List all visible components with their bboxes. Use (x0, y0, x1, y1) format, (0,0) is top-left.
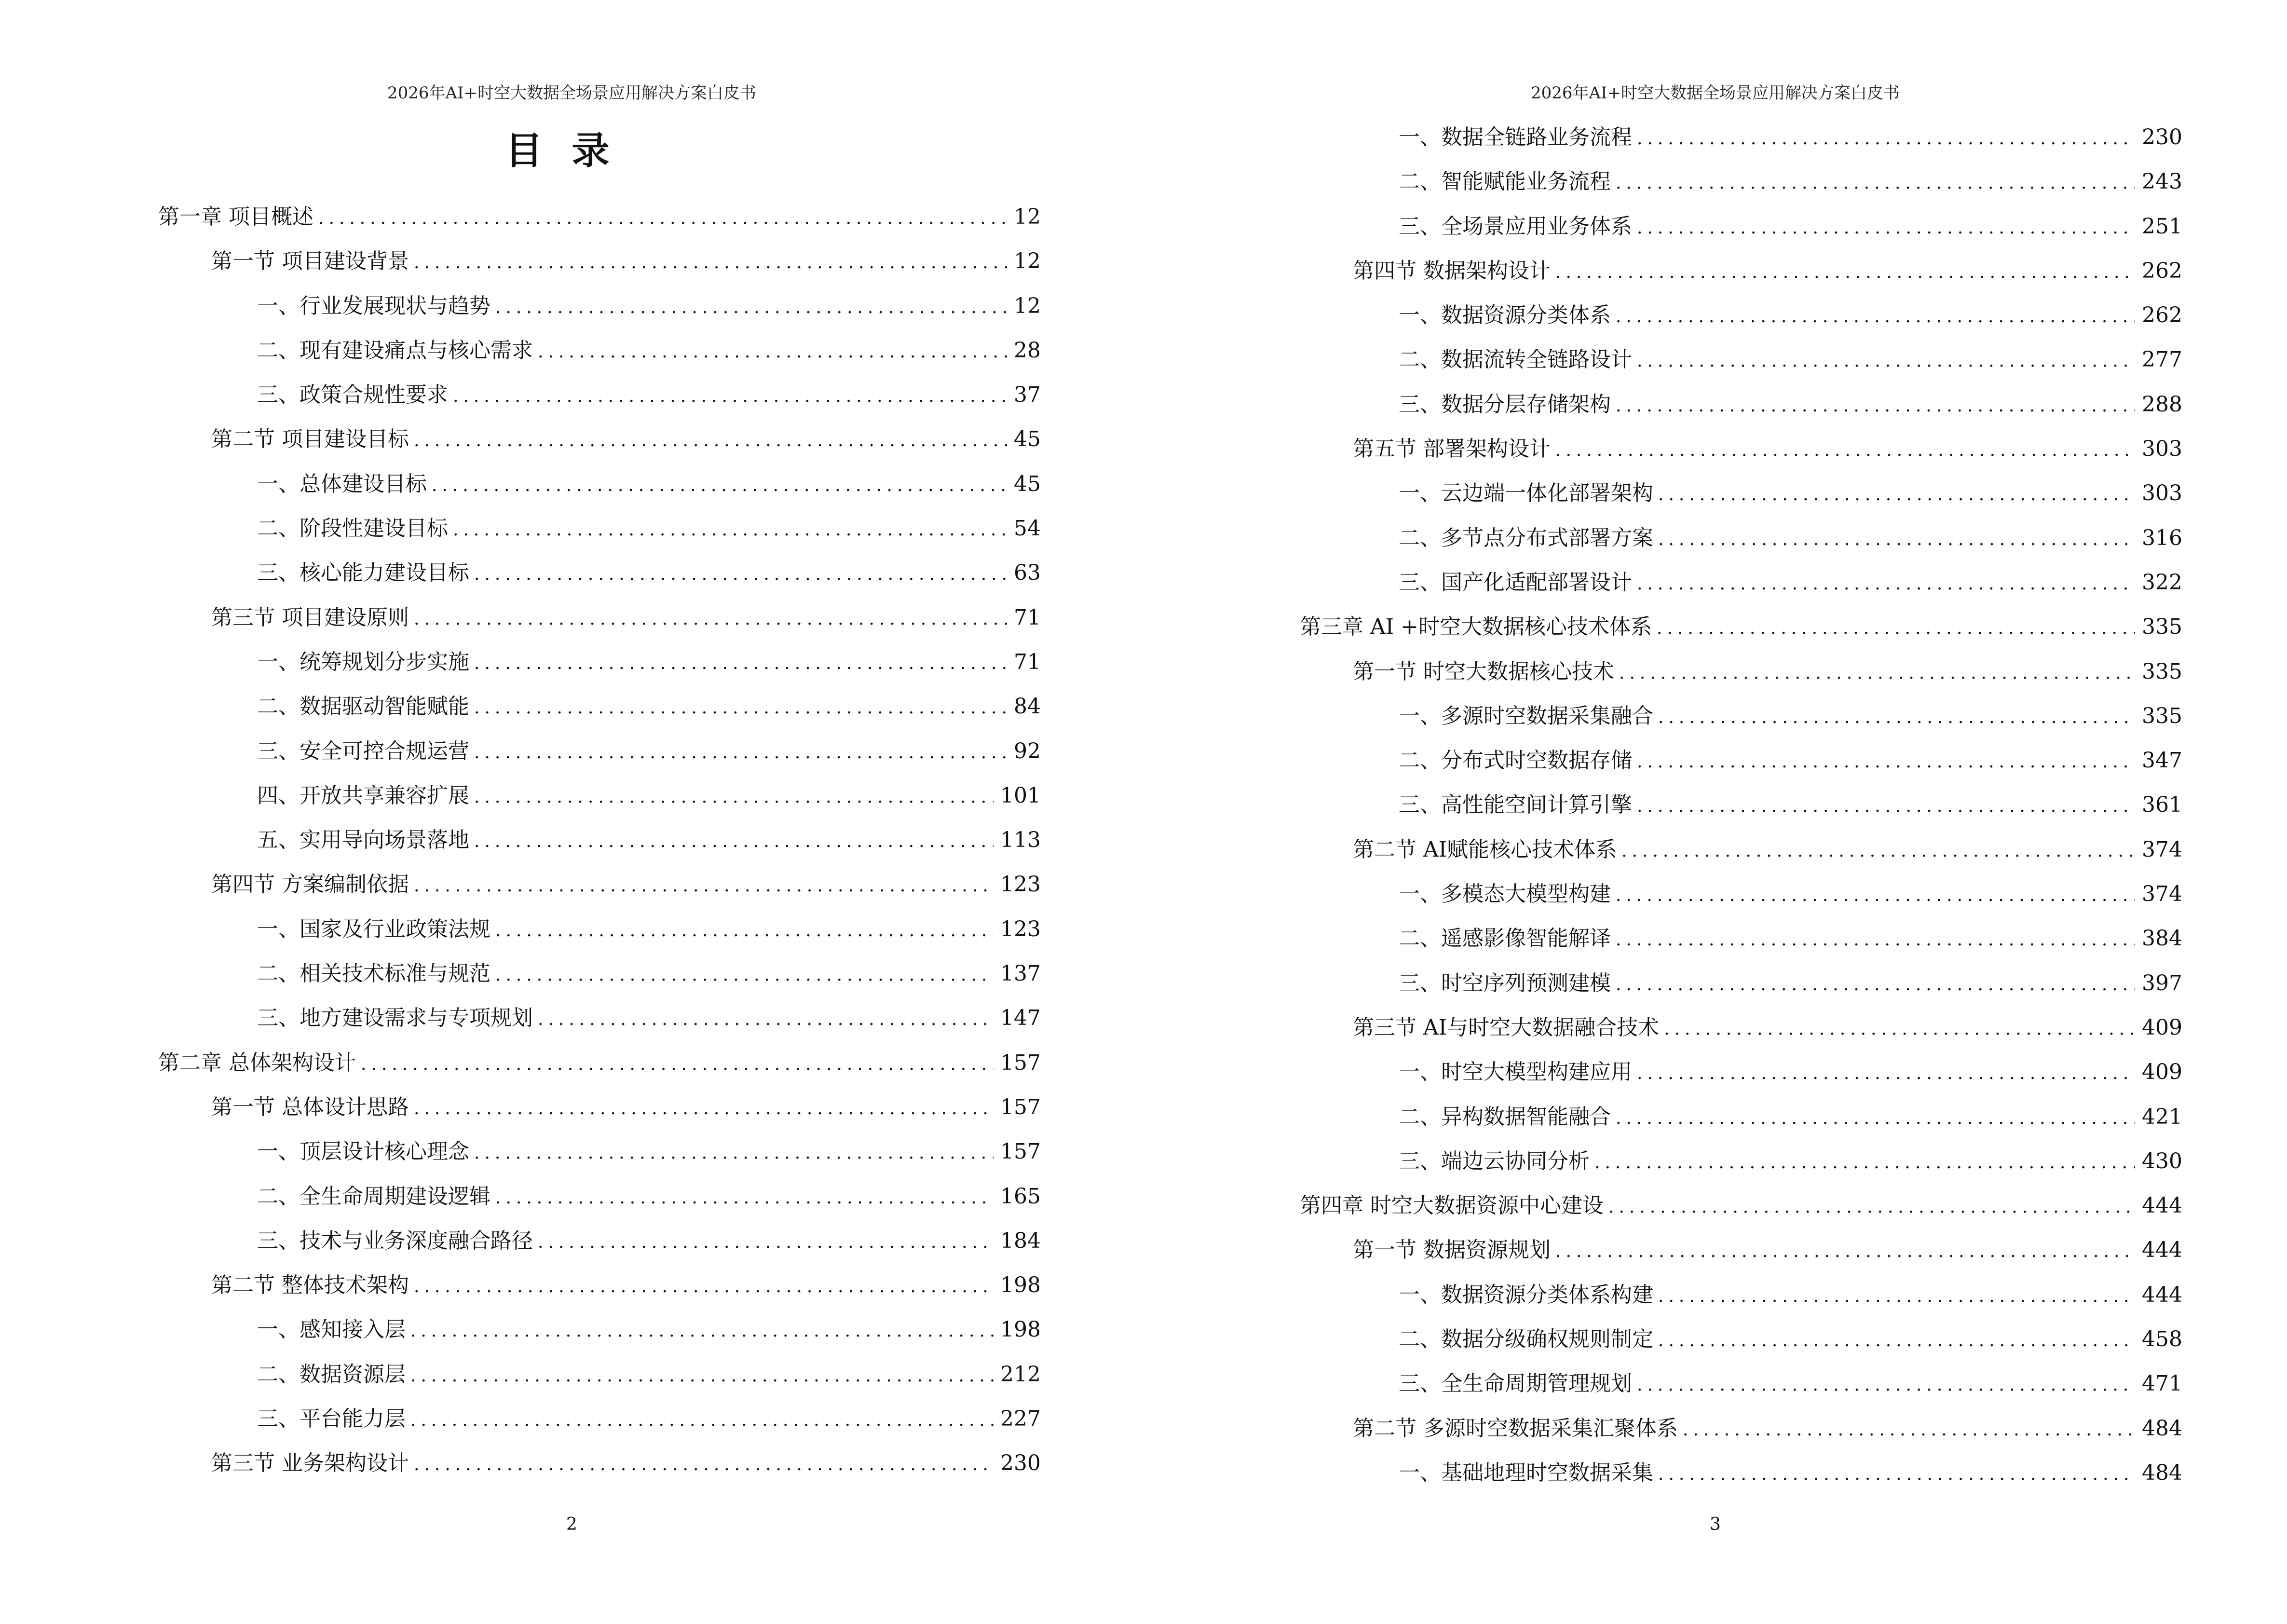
toc-chapter-entry[interactable] (1300, 1184, 2182, 1228)
toc-entry-page-number: 37 (1014, 382, 1041, 408)
toc-entry-label: 一、感知接入层 (257, 1317, 406, 1342)
toc-entry-page-number: 28 (1014, 338, 1041, 363)
toc-entry-page-number: 374 (2142, 882, 2182, 907)
toc-entry-label: 三、端边云协同分析 (1399, 1148, 1590, 1174)
toc-entry-label: 三、安全可控合规运营 (257, 738, 469, 764)
toc-entry-label: 一、数据资源分类体系构建 (1399, 1282, 1653, 1307)
toc-entry-label: 五、实用导向场景落地 (257, 828, 469, 853)
toc-entry-label: 三、时空序列预测建模 (1399, 970, 1611, 996)
toc-entry-page-number: 184 (1000, 1228, 1041, 1253)
toc-entry-label: 二、阶段性建设目标 (257, 516, 448, 541)
toc-section-entry[interactable] (158, 1441, 1041, 1486)
dot-leader (1658, 473, 2135, 517)
toc-entry-label: 一、顶层设计核心理念 (257, 1139, 469, 1164)
toc-entry-page-number: 444 (2142, 1193, 2182, 1218)
dot-leader (538, 1220, 994, 1265)
toc-entry-label: 第四节 数据架构设计 (1353, 258, 1551, 283)
toc-entry-label: 第三章 AI +时空大数据核心技术体系 (1300, 614, 1652, 640)
toc-subsection-entry[interactable] (158, 462, 1041, 506)
toc-subsection-entry[interactable] (158, 818, 1041, 862)
toc-entry-label: 二、遥感影像智能解译 (1399, 926, 1611, 951)
dot-leader (1616, 918, 2135, 962)
dot-leader (410, 1309, 994, 1353)
dot-leader (414, 597, 1007, 641)
dot-leader (1619, 651, 2135, 696)
toc-chapter-entry[interactable] (158, 195, 1041, 239)
toc-entry-page-number: 322 (2142, 570, 2182, 595)
toc-entry-page-number: 230 (2142, 125, 2182, 150)
dot-leader (1555, 250, 2135, 295)
dot-leader (414, 864, 994, 908)
toc-entry-label: 一、国家及行业政策法规 (257, 916, 490, 942)
toc-entry-label: 一、数据全链路业务流程 (1399, 125, 1632, 150)
toc-entry-label: 二、相关技术标准与规范 (257, 961, 490, 986)
page-number: 2 (566, 1515, 577, 1534)
toc-section-entry[interactable] (1300, 828, 2182, 872)
dot-leader (1637, 1363, 2135, 1407)
toc-subsection-entry[interactable] (1300, 1050, 2182, 1094)
toc-entry-page-number: 444 (2142, 1238, 2182, 1263)
toc-subsection-entry[interactable] (1300, 916, 2182, 961)
toc-entry-label: 一、云边端一体化部署架构 (1399, 481, 1653, 506)
toc-chapter-entry[interactable] (158, 1041, 1041, 1085)
dot-leader (432, 464, 1007, 508)
toc-subsection-entry[interactable] (158, 729, 1041, 774)
dot-leader (410, 1398, 994, 1443)
toc-entry-label: 第一节 总体设计思路 (211, 1094, 409, 1119)
toc-entry-label: 二、数据分级确权规则制定 (1399, 1327, 1653, 1352)
toc-entry-label: 二、数据流转全链路设计 (1399, 347, 1632, 372)
dot-leader (1621, 829, 2135, 873)
toc-entry-label: 三、高性能空间计算引擎 (1399, 792, 1632, 818)
toc-entry-label: 三、政策合规性要求 (257, 382, 448, 408)
toc-subsection-entry[interactable] (1300, 471, 2182, 516)
toc-entry-page-number: 484 (2142, 1416, 2182, 1441)
toc-entry-label: 第二节 多源时空数据采集汇聚体系 (1353, 1416, 1678, 1441)
toc-entry-page-number: 262 (2142, 303, 2182, 328)
toc-entry-page-number: 123 (1000, 916, 1041, 942)
dot-leader (1616, 161, 2135, 205)
dot-leader (1637, 1051, 2135, 1096)
dot-leader (474, 819, 994, 864)
dot-leader (1616, 873, 2135, 918)
toc-subsection-entry[interactable] (158, 774, 1041, 818)
toc-list (158, 195, 1041, 1486)
toc-entry-page-number: 45 (1014, 427, 1041, 452)
dot-leader (474, 686, 1007, 730)
toc-entry-page-number: 63 (1014, 560, 1041, 586)
toc-entry-label: 第二节 AI赋能核心技术体系 (1353, 837, 1617, 862)
dot-leader (1637, 562, 2135, 606)
toc-entry-label: 一、多模态大模型构建 (1399, 882, 1611, 907)
toc-entry-page-number: 198 (1000, 1317, 1041, 1342)
dot-leader (1683, 1408, 2135, 1452)
toc-subsection-entry[interactable] (158, 373, 1041, 417)
toc-entry-label: 第三节 AI与时空大数据融合技术 (1353, 1015, 1660, 1040)
dot-leader (538, 997, 994, 1042)
dot-leader (1658, 696, 2135, 740)
toc-subsection-entry[interactable] (1300, 1139, 2182, 1184)
toc-entry-page-number: 198 (1000, 1273, 1041, 1298)
toc-entry-label: 第一节 时空大数据核心技术 (1353, 659, 1614, 684)
toc-entry-page-number: 374 (2142, 837, 2182, 862)
dot-leader (474, 775, 994, 819)
toc-title: 目录 (505, 129, 639, 173)
toc-entry-page-number: 12 (1014, 205, 1041, 229)
toc-entry-page-number: 262 (2142, 258, 2182, 283)
toc-entry-page-number: 277 (2142, 347, 2182, 372)
dot-leader (318, 196, 1007, 241)
toc-entry-label: 三、平台能力层 (257, 1406, 406, 1432)
page-number: 3 (1710, 1515, 1721, 1534)
toc-subsection-entry[interactable] (158, 1397, 1041, 1441)
dot-leader (474, 641, 1007, 686)
toc-entry-page-number: 212 (1000, 1362, 1041, 1387)
dot-leader (495, 1176, 994, 1220)
toc-entry-page-number: 421 (2142, 1104, 2182, 1129)
toc-entry-page-number: 444 (2142, 1282, 2182, 1307)
dot-leader (495, 909, 994, 953)
toc-entry-label: 三、技术与业务深度融合路径 (257, 1228, 533, 1253)
toc-subsection-entry[interactable] (158, 1308, 1041, 1352)
toc-entry-label: 三、数据分层存储架构 (1399, 392, 1611, 417)
dot-leader (495, 286, 1007, 330)
toc-entry-page-number: 12 (1014, 293, 1041, 318)
toc-subsection-entry[interactable] (158, 1130, 1041, 1174)
toc-entry-page-number: 54 (1014, 516, 1041, 541)
toc-subsection-entry[interactable] (1300, 205, 2182, 249)
toc-section-entry[interactable] (158, 862, 1041, 907)
toc-entry-page-number: 113 (1000, 828, 1041, 853)
toc-entry-label: 第四章 时空大数据资源中心建设 (1300, 1193, 1604, 1218)
toc-section-entry[interactable] (158, 596, 1041, 640)
dot-leader (1637, 784, 2135, 829)
toc-entry-page-number: 101 (1000, 783, 1041, 808)
toc-entry-page-number: 303 (2142, 437, 2182, 462)
toc-entry-page-number: 288 (2142, 392, 2182, 417)
toc-entry-label: 二、现有建设痛点与核心需求 (257, 338, 533, 363)
dot-leader (1658, 1274, 2135, 1319)
toc-entry-label: 一、行业发展现状与趋势 (257, 293, 490, 318)
dot-leader (361, 1042, 994, 1087)
toc-section-entry[interactable] (1300, 1006, 2182, 1050)
toc-entry-page-number: 484 (2142, 1460, 2182, 1485)
toc-entry-page-number: 458 (2142, 1327, 2182, 1352)
toc-subsection-entry[interactable] (158, 640, 1041, 684)
dot-leader (538, 330, 1007, 374)
toc-subsection-entry[interactable] (1300, 783, 2182, 827)
toc-subsection-entry[interactable] (1300, 1451, 2182, 1495)
toc-chapter-entry[interactable] (1300, 605, 2182, 649)
toc-entry-label: 一、统筹规划分步实施 (257, 649, 469, 674)
toc-entry-label: 三、全场景应用业务体系 (1399, 214, 1632, 239)
dot-leader (1616, 384, 2135, 428)
toc-entry-label: 第二节 整体技术架构 (211, 1273, 409, 1298)
toc-subsection-entry[interactable] (1300, 738, 2182, 783)
toc-subsection-entry[interactable] (1300, 115, 2182, 160)
toc-subsection-entry[interactable] (1300, 293, 2182, 338)
dot-leader (495, 953, 994, 997)
toc-entry-label: 二、分布式时空数据存储 (1399, 748, 1632, 773)
toc-entry-label: 第二章 总体架构设计 (158, 1050, 356, 1075)
toc-entry-page-number: 335 (2142, 703, 2182, 728)
toc-entry-page-number: 157 (1000, 1050, 1041, 1075)
toc-entry-label: 二、数据驱动智能赋能 (257, 694, 469, 719)
toc-entry-page-number: 409 (2142, 1060, 2182, 1085)
toc-entry-label: 第一节 数据资源规划 (1353, 1238, 1551, 1263)
toc-entry-page-number: 71 (1014, 649, 1041, 674)
toc-section-entry[interactable] (1300, 650, 2182, 694)
dot-leader (414, 1443, 994, 1487)
toc-entry-label: 第二节 项目建设目标 (211, 427, 409, 452)
toc-entry-page-number: 361 (2142, 792, 2182, 818)
dot-leader (1555, 428, 2135, 473)
toc-entry-label: 三、全生命周期管理规划 (1399, 1371, 1632, 1396)
toc-entry-page-number: 12 (1014, 249, 1041, 274)
toc-subsection-entry[interactable] (1300, 872, 2182, 916)
toc-entry-page-number: 335 (2142, 614, 2182, 640)
toc-subsection-entry[interactable] (1300, 1362, 2182, 1406)
toc-subsection-entry[interactable] (158, 328, 1041, 373)
toc-entry-page-number: 409 (2142, 1015, 2182, 1040)
toc-subsection-entry[interactable] (158, 1219, 1041, 1263)
toc-entry-label: 第三节 业务架构设计 (211, 1451, 409, 1476)
running-header: 2026年AI+时空大数据全场景应用解决方案白皮书 (387, 83, 756, 103)
toc-entry-page-number: 45 (1014, 471, 1041, 496)
toc-entry-label: 二、智能赋能业务流程 (1399, 169, 1611, 194)
toc-entry-page-number: 92 (1014, 738, 1041, 764)
toc-subsection-entry[interactable] (1300, 516, 2182, 560)
toc-section-entry[interactable] (158, 239, 1041, 284)
toc-subsection-entry[interactable] (158, 1174, 1041, 1219)
toc-entry-page-number: 397 (2142, 970, 2182, 996)
toc-subsection-entry[interactable] (158, 684, 1041, 729)
toc-section-entry[interactable] (158, 417, 1041, 462)
right-page (1144, 0, 2287, 1624)
toc-section-entry[interactable] (1300, 1406, 2182, 1451)
dot-leader (1664, 1007, 2135, 1051)
toc-entry-page-number: 471 (2142, 1371, 2182, 1396)
toc-list (1300, 115, 2182, 1495)
dot-leader (414, 419, 1007, 463)
dot-leader (1555, 1229, 2135, 1274)
toc-entry-page-number: 347 (2142, 748, 2182, 773)
dot-leader (1658, 1319, 2135, 1363)
toc-entry-label: 三、地方建设需求与专项规划 (257, 1006, 533, 1031)
dot-leader (1616, 295, 2135, 339)
toc-entry-page-number: 227 (1000, 1406, 1041, 1432)
toc-subsection-entry[interactable] (1300, 160, 2182, 204)
toc-subsection-entry[interactable] (158, 996, 1041, 1040)
toc-section-entry[interactable] (1300, 1228, 2182, 1272)
toc-section-entry[interactable] (1300, 249, 2182, 293)
dot-leader (474, 552, 1007, 597)
dot-leader (453, 508, 1007, 552)
toc-entry-label: 一、数据资源分类体系 (1399, 303, 1611, 328)
toc-entry-page-number: 137 (1000, 961, 1041, 986)
toc-section-entry[interactable] (158, 1263, 1041, 1308)
toc-entry-label: 第一章 项目概述 (158, 205, 313, 229)
toc-entry-page-number: 71 (1014, 605, 1041, 630)
toc-entry-page-number: 123 (1000, 872, 1041, 897)
toc-entry-label: 二、数据资源层 (257, 1362, 406, 1387)
toc-entry-label: 一、多源时空数据采集融合 (1399, 703, 1653, 728)
dot-leader (1637, 206, 2135, 250)
dot-leader (474, 731, 1007, 775)
dot-leader (1637, 117, 2135, 161)
running-header: 2026年AI+时空大数据全场景应用解决方案白皮书 (1531, 83, 1900, 103)
dot-leader (414, 1265, 994, 1309)
dot-leader (1657, 606, 2135, 651)
toc-subsection-entry[interactable] (1300, 1317, 2182, 1362)
toc-entry-label: 一、总体建设目标 (257, 471, 427, 496)
dot-leader (414, 1087, 994, 1131)
toc-entry-page-number: 430 (2142, 1148, 2182, 1174)
dot-leader (1616, 963, 2135, 1007)
toc-subsection-entry[interactable] (158, 1352, 1041, 1397)
toc-entry-label: 二、全生命周期建设逻辑 (257, 1184, 490, 1209)
toc-entry-page-number: 243 (2142, 169, 2182, 194)
toc-subsection-entry[interactable] (1300, 1095, 2182, 1139)
toc-subsection-entry[interactable] (1300, 382, 2182, 427)
toc-entry-page-number: 316 (2142, 525, 2182, 550)
toc-entry-page-number: 303 (2142, 481, 2182, 506)
toc-entry-page-number: 157 (1000, 1139, 1041, 1164)
toc-entry-label: 二、异构数据智能融合 (1399, 1104, 1611, 1129)
toc-entry-label: 三、国产化适配部署设计 (1399, 570, 1632, 595)
toc-subsection-entry[interactable] (158, 551, 1041, 595)
toc-subsection-entry[interactable] (1300, 560, 2182, 605)
toc-entry-page-number: 384 (2142, 926, 2182, 951)
dot-leader (453, 374, 1007, 419)
toc-entry-label: 一、基础地理时空数据采集 (1399, 1460, 1653, 1485)
toc-entry-label: 第一节 项目建设背景 (211, 249, 409, 274)
toc-subsection-entry[interactable] (1300, 1273, 2182, 1317)
dot-leader (1637, 740, 2135, 784)
dot-leader (474, 1131, 994, 1175)
dot-leader (1608, 1185, 2135, 1229)
dot-leader (414, 241, 1007, 285)
toc-entry-page-number: 230 (1000, 1451, 1041, 1476)
toc-entry-page-number: 165 (1000, 1184, 1041, 1209)
toc-entry-page-number: 335 (2142, 659, 2182, 684)
toc-subsection-entry[interactable] (1300, 338, 2182, 382)
toc-entry-page-number: 157 (1000, 1094, 1041, 1119)
toc-subsection-entry[interactable] (1300, 694, 2182, 738)
toc-entry-label: 第四节 方案编制依据 (211, 872, 409, 897)
toc-section-entry[interactable] (1300, 427, 2182, 471)
dot-leader (1658, 518, 2135, 562)
toc-subsection-entry[interactable] (158, 284, 1041, 328)
toc-entry-label: 一、时空大模型构建应用 (1399, 1060, 1632, 1085)
toc-subsection-entry[interactable] (1300, 961, 2182, 1006)
toc-entry-label: 四、开放共享兼容扩展 (257, 783, 469, 808)
toc-subsection-entry[interactable] (158, 506, 1041, 551)
dot-leader (1594, 1141, 2135, 1185)
toc-entry-page-number: 251 (2142, 214, 2182, 239)
toc-entry-page-number: 147 (1000, 1006, 1041, 1031)
toc-entry-label: 第三节 项目建设原则 (211, 605, 409, 630)
toc-subsection-entry[interactable] (158, 952, 1041, 996)
toc-entry-label: 第五节 部署架构设计 (1353, 437, 1551, 462)
toc-entry-label: 二、多节点分布式部署方案 (1399, 525, 1653, 550)
toc-section-entry[interactable] (158, 1085, 1041, 1130)
dot-leader (1637, 339, 2135, 383)
toc-entry-page-number: 84 (1014, 694, 1041, 719)
dot-leader (410, 1354, 994, 1398)
toc-subsection-entry[interactable] (158, 907, 1041, 952)
dot-leader (1658, 1452, 2135, 1497)
dot-leader (1616, 1096, 2135, 1141)
toc-entry-label: 三、核心能力建设目标 (257, 560, 469, 586)
